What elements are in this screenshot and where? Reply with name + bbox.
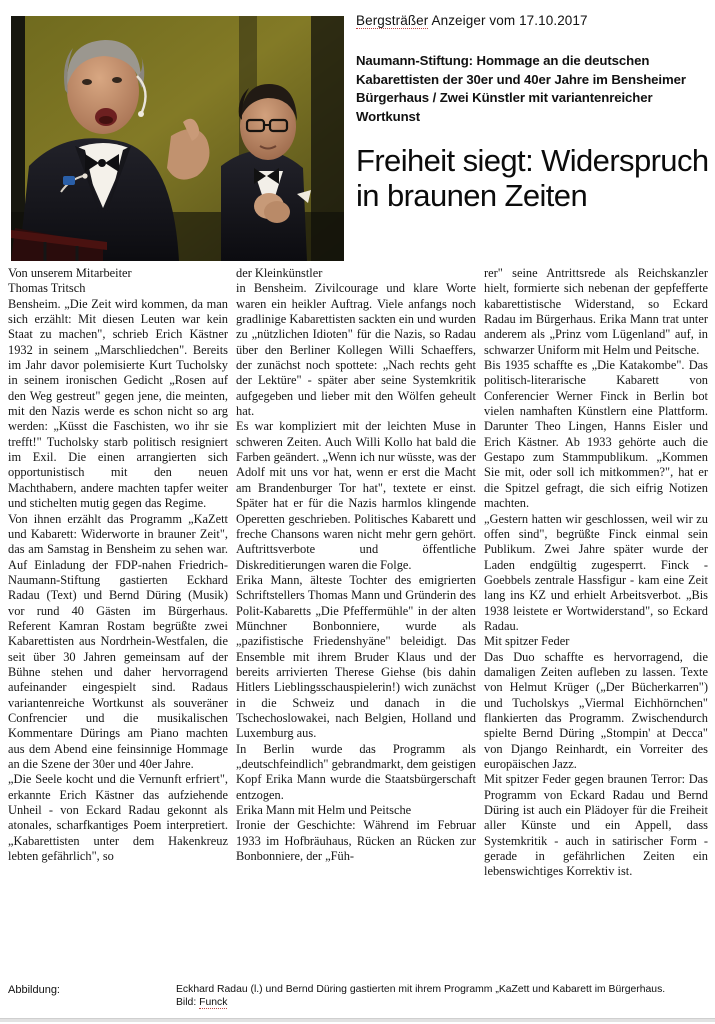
figure-caption-text: Eckhard Radau (l.) und Bernd Düring gastierten mit ihrem Programm „KaZett und Kabarett im Bürgerhaus. xyxy=(176,984,666,995)
article-column-3 xyxy=(484,266,708,880)
byline-intro: Von unserem Mitarbeiter xyxy=(8,266,132,280)
paragraph-continuation: der Kleinkünstler xyxy=(236,266,323,280)
figure-label: Abbildung: xyxy=(8,984,60,996)
subheading: Erika Mann mit Helm und Peitsche xyxy=(236,803,412,818)
article-header-area xyxy=(0,0,715,262)
subheading: Mit spitzer Feder xyxy=(484,634,570,649)
paragraph: In Berlin wurde das Programm als „deutschfeindlich" gebrandmarkt, dem geistigen Kopf Erika Mann wurde die Staatsbürgerschaft entzogen. xyxy=(236,741,476,802)
publication-date: Anzeiger vom 17.10.2017 xyxy=(428,13,588,28)
paragraph: Erika Mann, älteste Tochter des emigrierten Schriftstellers Thomas Mann und Gründerin des Polit-Kabaretts „Die Pfeffermühle" in der alten Münchner Bonbonniere, wurde als „pazifistische Friedenshyäne" beleidigt. Das Ensemble mit ihrem Bruder Klaus und der bereits arrivierten Therese Giehse (bis dahin Hitlers Lieblingsschauspielerin!) wich zunächst in die Schweiz und danach in die Tschechoslowakei, nach Belgien, Holland und Luxemburg aus. xyxy=(236,572,476,741)
paragraph: Mit spitzer Feder gegen braunen Terror: Das Programm von Eckard Radau und Bernd Düring ist auch ein Plädoyer für die Freiheit aller Künste und ein Appell, dass Systemkritik - auch in satirischer Form - gerade in gefährlichen Zeiten ein lebenswichtiges Korrektiv ist. xyxy=(484,772,708,879)
article-column-1 xyxy=(8,266,228,864)
paragraph: Bis 1935 schaffte es „Die Katakombe". Das politisch-literarische Kabarett von Conferencier Werner Finck in Berlin bot vielen namhaften Künstlern eine Plattform. Darunter Theo Lingen, Hanns Eisler und Erich Kästner. Ab 1933 gehörte auch die Gestapo zum Stammpublikum. „Kommen Sie mit, oder soll ich mitkommen?", hat er die Spitzel gefragt, die sich eifrig Notizen machten. xyxy=(484,358,708,511)
paragraph: Von ihnen erzählt das Programm „KaZett und Kabarett: Widerworte in brauner Zeit", das am Samstag in Bensheim zu sehen war. Auf Einladung der FDP-nahen Friedrich-Naumann-Stiftung gastierten Eckhard Radau (Text) und Bernd Düring (Musik) vor rund 40 Gästen im Bürgerhaus. Referent Kamran Rostam begrüßte zwei Kabarettisten aus Nordrhein-Westfalen, die seit über 30 Jahren gemeinsam auf der Bühne stehen und daher hervorragend aufeinander eingespielt sind. Radaus variantenreiche Wortkunst als souveräner Confrencier und die musikalischen Kommentare Dürings am Piano machten aus dem Abend eine feinsinnige Hommage an die Szene der 30er und 40er Jahre. xyxy=(8,511,228,771)
publication-name: Bergsträßer xyxy=(356,13,429,28)
figure-credit-prefix: Bild: xyxy=(176,997,200,1008)
byline-author: Thomas Tritsch xyxy=(8,281,86,296)
article-body-columns xyxy=(0,266,715,972)
paragraph: Es war kompliziert mit der leichten Muse in schweren Zeiten. Auch Willi Kollo hat bald die Farben geändert. „Wenn ich nur wüsste, was der Adolf mit uns vor hat, wenn er erst die Macht am Brandenburger Tor hat", textete er einst. Später hat er für die Nazis harmlos klingende Operetten geschrieben. Politisches Kabarett und freche Chansons waren nicht mehr gern gehört. Auftrittsverbote und öffentliche Diskreditierungen waren die Folge. xyxy=(236,419,476,572)
paragraph: „Gestern hatten wir geschlossen, weil wir zu offen sind", begrüßte Finck einmal sein Publikum. Zwei Jahre später wurde der Laden endgültig zugesperrt. Finck - Goebbels zentrale Hassfigur - kam eine Zeit lang ins KZ und erhielt Arbeitsverbot. „Bis 1938 leistete er Wortwiderstand", so Eckard Radau. xyxy=(484,511,708,633)
publication-masthead xyxy=(356,13,708,28)
paragraph: Ironie der Geschichte: Während im Februar 1933 im Hofbräuhaus, Rücken an Rücken zur Bonbonniere, der „Füh- xyxy=(236,818,476,864)
page-bottom-rule xyxy=(0,1018,715,1022)
photo-illustration xyxy=(11,16,344,261)
figure-credit xyxy=(176,997,227,1008)
article-kicker: Naumann-Stiftung: Hommage an die deutschen Kabarettisten der 30er und 40er Jahre im Bensheimer Bürgerhaus / Zwei Künstler mit variantenreicher Wortkunst xyxy=(356,53,686,124)
figure-credit-name: Funck xyxy=(199,997,228,1008)
paragraph: „Die Seele kocht und die Vernunft erfriert", erkannte Erich Kästner das aufziehende Unheil - von Eckard Radau gekonnt als atonales, scharfkantiges Poem interpretiert. „Kabarettisten unter dem Hakenkreuz lebten gefährlich", so xyxy=(8,772,228,864)
paragraph: Das Duo schaffte es hervorragend, die damaligen Zeiten aufleben zu lassen. Texte von Helmut Krüger („Der Bücherkarren") und Tucholskys „Viermal Eichhörnchen" flankierten das Programm. Zwischendurch spielte Bernd Düring „Stompin' at Decca" von Django Reinhardt, ein Vorreiter des europäischen Jazz. xyxy=(484,649,708,771)
paragraph: Bensheim. „Die Zeit wird kommen, da man sich erzählt: Mit diesen Leuten war kein Staat zu machen", schrieb Erich Kästner 1932 in seinem „Marschliedchen". Bereits im Jahr davor polemisierte Kurt Tucholsky in seinem ironischen Gedicht „Rosen auf den Weg gestreut" gegen jene, die meinten, mit den Nazis werde es schon nicht so arg werden: „Küsst die Faschisten, wo ihr sie trefft!" Tucholsky starb politisch resigniert im Exil. Die einen arrangierten sich opportunistisch mit den neuen Machthabern, andere machten tapfer weiter und stichelten mutig gegen das Regime. xyxy=(8,296,228,511)
paragraph-continuation: rer" seine Antrittsrede als Reichskanzler hielt, formierte sich nebenan der gepfefferte kabarettistische Widerstand, so Eckard Radau im Bürgerhaus. Erika Mann trat unter anderem als „Prinz vom Lügenland" auf, in schwarzer Uniform mit Helm und Peitsche. xyxy=(484,266,708,357)
paragraph: in Bensheim. Zivilcourage und klare Worte waren ein heikler Auftrag. Viele anfangs noch gradlinige Kabarettisten sackten ein und wurden zu „nützlichen Idioten" für die Nazis, so Radau über den Berliner Kollegen Willi Schaeffers, der zunächst noch spottete: „Nach rechts geht der Lektüre" - später aber seine Systemkritik aufgegeben und lieber mit den Wölfen geheult hat. xyxy=(236,281,476,419)
article-headline: Freiheit siegt: Widerspruch in braunen Zeiten xyxy=(356,143,709,213)
article-column-2 xyxy=(236,266,476,864)
article-photo xyxy=(11,16,344,261)
